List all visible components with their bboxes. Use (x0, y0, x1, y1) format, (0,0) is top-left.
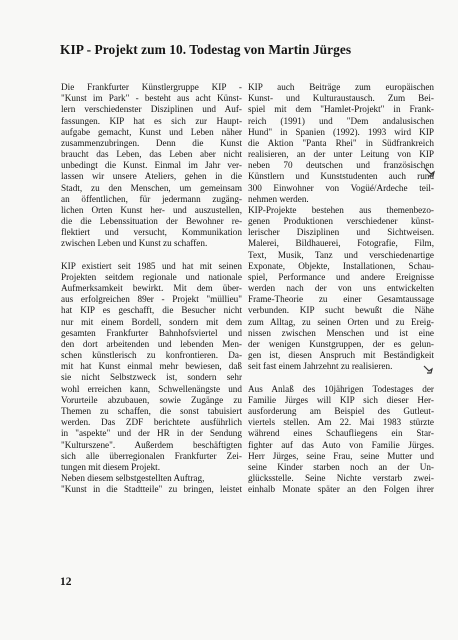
paragraph-gap (248, 372, 434, 383)
text-line: Neben diesem selbstgestellten Auftrag, (61, 473, 205, 484)
text-line: Stadt, zu den Menschen, um gemeinsam (61, 182, 242, 193)
text-line: fassungen. KIP hat es sich zur Haupt- (61, 115, 242, 126)
text-line: KIP existiert seit 1985 und hat mit seinen (61, 260, 242, 271)
text-line: realisieren, an der unter Leitung von KIP (248, 149, 434, 160)
text-line: unbedingt die Kunst. Einmal im Jahr ver- (61, 160, 242, 171)
text-line: lerischer Disziplinen und Sichtweisen. (248, 227, 434, 238)
text-line: Kunst- und Kulturaustausch. Zum Bei- (248, 93, 434, 104)
text-line: Vorurteile abzubauen, sowie Zugänge zu (61, 394, 242, 405)
text-line: Themen zu schaffen, die sonst tabuisiert (61, 405, 242, 416)
text-line: Aus Anlaß des 10jährigen Todestages der (248, 383, 434, 394)
text-line: lichen Orten Kunst her- und auszustellen, (61, 204, 242, 215)
text-line: seine Kinder starben noch an der Un- (248, 461, 434, 472)
text-line: Hund" in Spanien (1992). 1993 wird KIP (248, 126, 434, 137)
text-line: "Kunst im Park" - besteht aus acht Künst- (61, 93, 242, 104)
text-line: während eines Schaufliegens ein Star- (248, 428, 434, 439)
text-line: sie nicht Selbstzweck ist, sondern sehr (61, 372, 242, 383)
right-text-column (248, 82, 434, 495)
text-line: mit hat Kunst einmal mehr bewiesen, daß (61, 361, 242, 372)
text-line: nur mit einem Bordell, sondern mit dem (61, 316, 242, 327)
text-line: Herr Jürges, seine Frau, seine Mutter und (248, 450, 434, 461)
text-line: wohl erreichen kann, Schwellenängste und (61, 383, 242, 394)
text-line: flektiert und versucht, Kommunikation (61, 227, 242, 238)
paragraph-gap (61, 250, 242, 261)
text-line: KIP auch Beiträge zum europäischen (248, 82, 434, 92)
text-line: in "aspekte" und der HR in der Sendung (61, 428, 242, 439)
text-line: "Kunst in die Stadtteile" zu bringen, leistet (61, 484, 242, 495)
text-line: braucht das Leben, das Leben aber nicht (61, 149, 242, 160)
text-line: nehmen werden. (248, 193, 309, 204)
text-line: reich (1991) und "Dem andalusischen (248, 115, 434, 126)
page-title: KIP - Projekt zum 10. Todestag von Martin Jürges (60, 42, 352, 57)
text-line: 300 Einwohner von Vogüé/Ardeche teil- (248, 182, 434, 193)
text-line: spiel, Performance und andere Ereignisse (248, 271, 434, 282)
pen-mark-icon (424, 166, 436, 178)
text-line: spiel mit dem "Hamlet-Projekt" in Frank- (248, 104, 434, 115)
text-line: gen ist, diesen Anspruch mit Beständigkeit (248, 350, 434, 361)
text-line: an öffentlichen, für jedermann zugäng- (61, 193, 242, 204)
text-line: verbunden. KIP sucht bewußt die Nähe (248, 305, 434, 316)
text-line: Die Frankfurter Künstlergruppe KIP - (61, 82, 242, 92)
text-line: "Kulturszene". Außerdem beschäftigten (61, 439, 242, 450)
text-line: lassen wir unsere Ateliers, gehen in die (61, 171, 242, 182)
text-line: werden. Das ZDF berichtete ausführlich (61, 417, 242, 428)
text-line: Malerei, Bildhauerei, Fotografie, Film, (248, 238, 434, 249)
text-line: zwischen Leben und Kunst zu schaffen. (61, 238, 208, 249)
text-line: Exponate, Objekte, Installationen, Schau- (248, 260, 434, 271)
text-line: KIP-Projekte bestehen aus themenbezo- (248, 204, 434, 215)
text-line: Text, Musik, Tanz und verschiedenartige (248, 249, 434, 260)
text-line: Familie Jürges will KIP sich dieser Her- (248, 394, 434, 405)
text-line: glücksstelle. Seine Nichte verstarb zwei- (248, 473, 434, 484)
text-line: nissen zwischen Menschen und ist eine (248, 327, 434, 338)
page-number: 12 (60, 576, 72, 588)
text-line: die die Lebenssituation der Bewohner re- (61, 216, 242, 227)
text-line: werden nach der von uns entwickelten (248, 283, 434, 294)
text-line: die Aktion "Panta Rhei" in Südfrankreich (248, 137, 434, 148)
text-line: Künstlern und Kunststudenten auch rund (248, 171, 434, 182)
text-line: der wenigen Kunstgruppen, der es gelun- (248, 338, 434, 349)
pen-mark-icon (423, 363, 435, 375)
text-line: sich alle überregionalen Frankfurter Zei- (61, 450, 242, 461)
text-line: hat KIP es geschafft, die Besucher nicht (61, 305, 242, 316)
text-line: viertels stellen. Am 22. Mai 1983 stürzte (248, 417, 434, 428)
text-line: aufgabe gemacht, Kunst und Leben näher (61, 126, 242, 137)
text-line: ausforderung am Beispiel des Gutleut- (248, 405, 434, 416)
text-line: fighter auf das Auto von Familie Jürges. (248, 439, 434, 450)
text-line: tungen mit diesem Projekt. (61, 461, 161, 472)
text-line: genen Produktionen verschiedener künst- (248, 216, 434, 227)
text-line: lern verschiedenster Disziplinen und Auf- (61, 104, 242, 115)
text-line: Frame-Theorie zu einer Gesamtaussage (248, 294, 434, 305)
text-line: gesamten Frankfurter Bahnhofsviertel und (61, 327, 242, 338)
left-text-column (61, 82, 242, 495)
text-line: zum Alltag, zu seinen Orten und zu Ereig- (248, 316, 434, 327)
text-line: neben 70 deutschen und französischen (248, 160, 434, 171)
text-line: schen künstlerisch zu konfrontieren. Da- (61, 350, 242, 361)
text-line: einhalb Monate später an den Folgen ihrer (248, 484, 434, 495)
text-line: aus erfolgreichen 89er - Projekt "müllieu" (61, 294, 242, 305)
text-line: seit fast einem Jahrzehnt zu realisieren. (248, 361, 393, 372)
text-line: Aufmerksamkeit bewirkt. Mit dem über- (61, 283, 242, 294)
text-line: Projekten seitdem regionale und nationale (61, 271, 242, 282)
text-line: den dort arbeitenden und lebenden Men- (61, 338, 242, 349)
text-line: zusammenzubringen. Denn die Kunst (61, 137, 242, 148)
